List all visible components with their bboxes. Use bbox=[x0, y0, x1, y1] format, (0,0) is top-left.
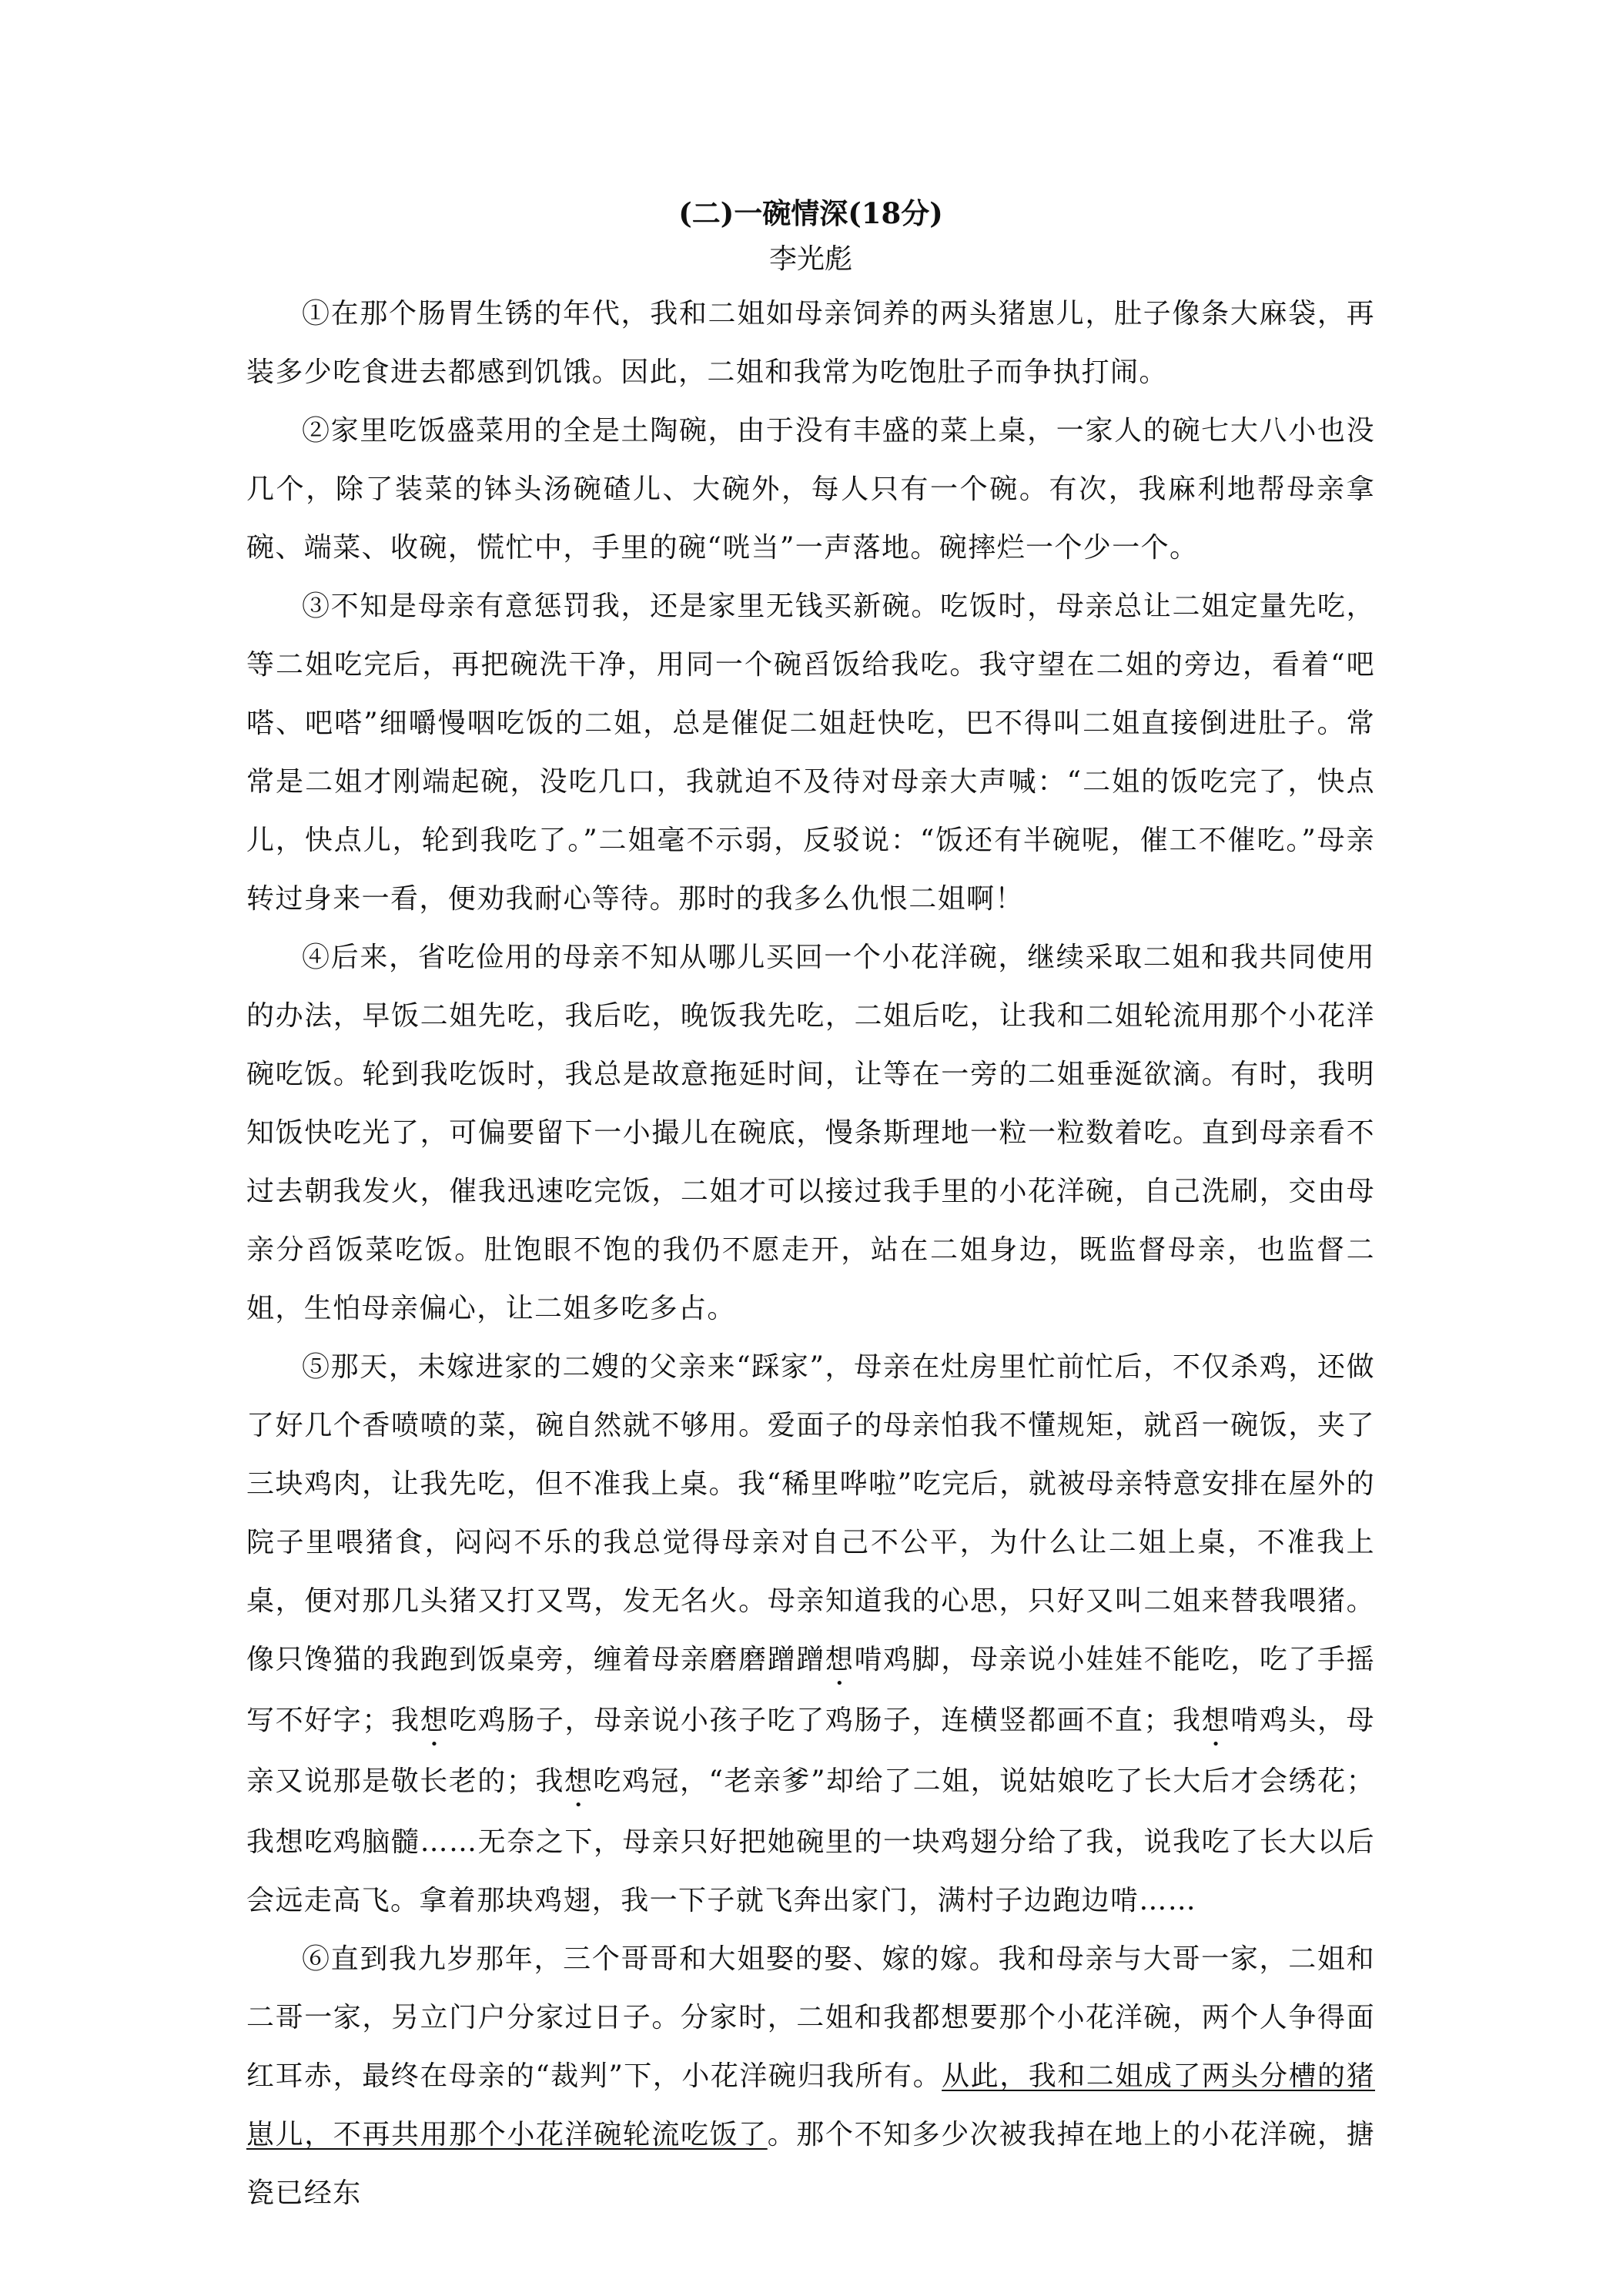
emphasized-word: 想 bbox=[1201, 1705, 1231, 1736]
paragraph-3: ③不知是母亲有意惩罚我，还是家里无钱买新碗。吃饭时，母亲总让二姐定量先吃，等二姐吃完后，再把碗洗干净，用同一个碗舀饭给我吃。我守望在二姐的旁边，看着“吧嗒、吧嗒”细嚼慢咽吃饭的二姐，总是催促二姐赶快吃，巴不得叫二姐直接倒进肚子。常常是二姐才刚端起碗，没吃几口，我就迫不及待对母亲大声喊：“二姐的饭吃完了，快点儿，快点儿，轮到我吃了。”二姐毫不示弱，反驳说：“饭还有半碗呢，催工不催吃。”母亲转过身来一看，便劝我耐心等待。那时的我多么仇恨二姐啊！ bbox=[246, 591, 1375, 915]
paragraph-4: ④后来，省吃俭用的母亲不知从哪儿买回一个小花洋碗，继续采取二姐和我共同使用的办法，早饭二姐先吃，我后吃，晚饭我先吃，二姐后吃，让我和二姐轮流用那个小花洋碗吃饭。轮到我吃饭时，我总是故意拖延时间，让等在一旁的二姐垂涎欲滴。有时，我明知饭快吃光了，可偏要留下一小撮儿在碗底，慢条斯理地一粒一粒数着吃。直到母亲看不过去朝我发火，催我迅速吃完饭，二姐才可以接过我手里的小花洋碗，自己洗刷，交由母亲分舀饭菜吃饭。肚饱眼不饱的我仍不愿走开，站在二姐身边，既监督母亲，也监督二姐，生怕母亲偏心，让二姐多吃多占。 bbox=[246, 942, 1375, 1324]
paragraph-5-text: 啃鸡脚，母亲说小娃娃不能吃，吃了手摇写不好字；我 bbox=[246, 1644, 1375, 1736]
emphasized-word: 想 bbox=[564, 1766, 594, 1797]
paragraph-2: ②家里吃饭盛菜用的全是土陶碗，由于没有丰盛的菜上桌，一家人的碗七大八小也没几个，除了装菜的钵头汤碗碴儿、大碗外，每人只有一个碗。有次，我麻利地帮母亲拿碗、端菜、收碗，慌忙中，手里的碗“咣当”一声落地。碗摔烂一个少一个。 bbox=[246, 415, 1375, 564]
paragraph-6 bbox=[246, 1930, 1375, 2223]
article-title: (二)一碗情深(18分) bbox=[678, 196, 943, 230]
paragraph-1: ①在那个肠胃生锈的年代，我和二姐如母亲饲养的两头猪崽儿，肚子像条大麻袋，再装多少吃食进去都感到饥饿。因此，二姐和我常为吃饱肚子而争执打闹。 bbox=[246, 298, 1375, 388]
emphasized-word: 想 bbox=[825, 1644, 855, 1675]
paragraph-5-text: 啃鸡头，母亲又说那是敬长老的；我 bbox=[246, 1705, 1375, 1797]
paragraph-5-text: ⑤那天，未嫁进家的二嫂的父亲来“踩家”，母亲在灶房里忙前忙后，不仅杀鸡，还做了好几个香喷喷的菜，碗自然就不够用。爱面子的母亲怕我不懂规矩，就舀一碗饭，夹了三块鸡肉，让我先吃，但不准我上桌。我“稀里哗啦”吃完后，就被母亲特意安排在屋外的院子里喂猪食，闷闷不乐的我总觉得母亲对自己不公平，为什么让二姐上桌，不准我上桌，便对那几头猪又打又骂，发无名火。母亲知道我的心思，只好又叫二姐来替我喂猪。像只馋猫的我跑到饭桌旁，缠着母亲磨磨蹭蹭 bbox=[246, 1351, 1375, 1675]
paragraph-5-text: 吃鸡冠，“老亲爹”却给了二姐，说姑娘吃了长大后才会绣花；我想吃鸡脑髓……无奈之下，母亲只好把她碗里的一块鸡翅分给了我，说我吃了长大以后会远走高飞。拿着那块鸡翅，我一下子就飞奔出家门，满村子边跑边啃…… bbox=[246, 1766, 1375, 1916]
paragraph-6-text: ⑥直到我九岁那年，三个哥哥和大姐娶的娶、嫁的嫁。我和母亲与大哥一家，二姐和二哥一家，另立门户分家过日子。分家时，二姐和我都想要那个小花洋碗，两个人争得面红耳赤，最终在母亲的“裁判”下，小花洋碗归我所有。 bbox=[246, 1943, 1375, 2092]
underlined-sentence: 从此，我和二姐成了两头分槽的猪崽儿，不再共用那个小花洋碗轮流吃饭了 bbox=[246, 2060, 1375, 2150]
paragraph-6-text: 。那个不知多少次被我掉在地上的小花洋碗，搪瓷已经东 bbox=[246, 2119, 1375, 2209]
paragraph-5 bbox=[246, 1338, 1375, 1930]
document-page bbox=[246, 192, 1375, 2223]
paragraph-5-text: 吃鸡肠子，母亲说小孩子吃了鸡肠子，连横竖都画不直；我 bbox=[449, 1705, 1202, 1736]
article-author: 李光彪 bbox=[768, 243, 852, 275]
emphasized-word: 想 bbox=[420, 1705, 450, 1736]
